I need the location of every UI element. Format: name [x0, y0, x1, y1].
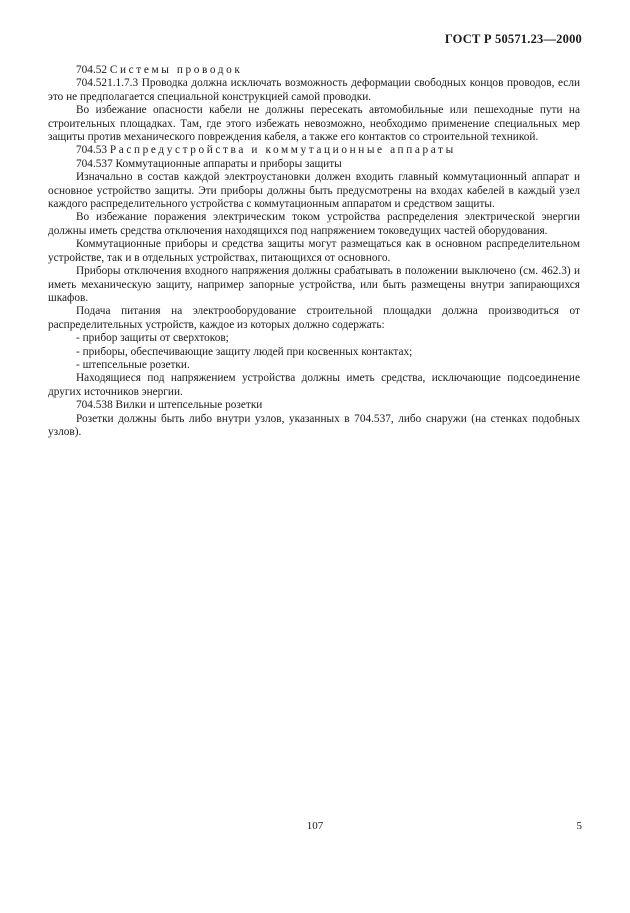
document-body [48, 64, 580, 439]
document-number: ГОСТ Р 50571.23—2000 [444, 32, 582, 46]
subsection-heading-704-537: 704.537 Коммутационные аппараты и приборы защиты [76, 157, 342, 170]
section-heading-704-53 [48, 144, 580, 157]
section-number: 704.53 [76, 144, 108, 157]
list-item: - прибор защиты от сверхтоков; [76, 332, 229, 345]
section-number: 704.52 [76, 64, 108, 76]
sheet-number: 5 [576, 820, 582, 832]
paragraph: Приборы отключения входного напряжения должны срабатывать в положении выключено (см. 462.3) и иметь механическую защиту, например запорные устройства, или быть размещены внутри запирающихся шкафов. [48, 265, 580, 304]
section-title: Распредустройства и коммутационные аппараты [109, 144, 456, 157]
paragraph: Подача питания на электрооборудование строительной площадки должна производиться от распределительных устройств, каждое из которых должно содержать: [48, 305, 580, 331]
paragraph: Во избежание опасности кабели не должны пересекать автомобильные или пешеходные пути на строительных площадках. Там, где этого избежать невозможно, необходимо применение специальных мер защиты против механического повреждения кабеля, а также его контактов со строительной техникой. [48, 104, 580, 144]
list-item: - штепсельные розетки. [76, 358, 190, 371]
paragraph: Во избежание поражения электрическим током устройства распределения электрической энергии должны иметь средства отключения находящихся под напряжением токоведущих частей оборудования. [48, 211, 580, 237]
paragraph: Находящиеся под напряжением устройства должны иметь средства, исключающие подсоединение других источников энергии. [48, 372, 580, 398]
paragraph: Розетки должны быть либо внутри узлов, указанных в 704.537, либо снаружи (на стенках подобных узлов). [48, 412, 580, 438]
page-number: 107 [306, 820, 324, 832]
list-item: - приборы, обеспечивающие защиту людей при косвенных контактах; [76, 345, 413, 358]
subsection-heading-704-538: 704.538 Вилки и штепсельные розетки [76, 399, 263, 412]
paragraph: Изначально в состав каждой электроустановки должен входить главный коммутационный аппарат и основное устройство защиты. Эти приборы должны быть предусмотрены на входах кабелей в каждый узел каждого распределительного устройства с коммутационным аппаратом и средством защиты. [48, 171, 580, 211]
paragraph: Коммутационные приборы и средства защиты могут размещаться как в основном распределительном устройстве, так и в отдельных устройствах, питающихся от основного. [48, 238, 580, 264]
section-heading-704-52 [48, 64, 580, 77]
paragraph: 704.521.1.7.3 Проводка должна исключать возможность деформации свободных концов проводов, если это не предполагается специальной конструкцией самой проводки. [48, 77, 580, 103]
section-title: Системы проводок [109, 64, 243, 76]
